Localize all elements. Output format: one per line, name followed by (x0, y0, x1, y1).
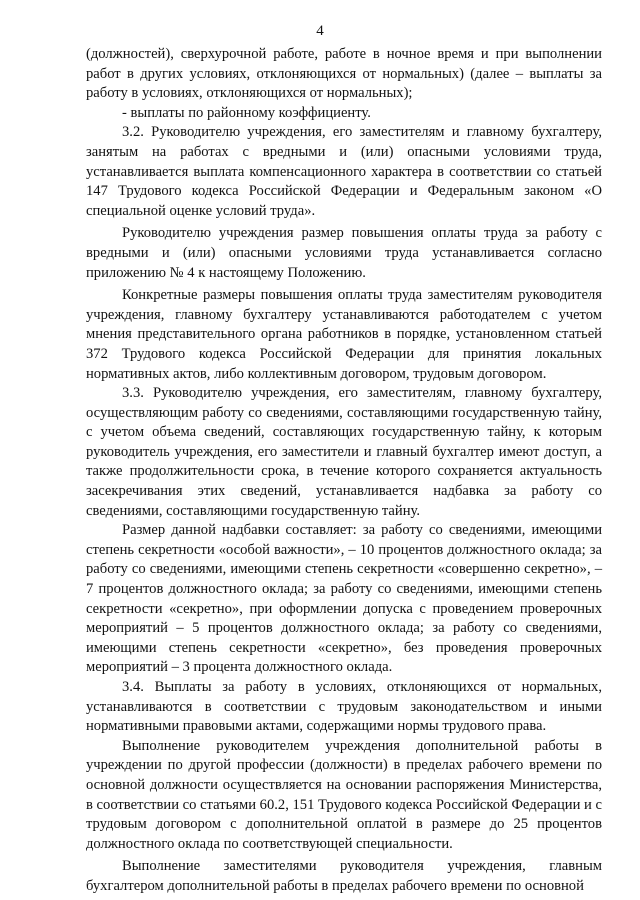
paragraph-section-3-3: 3.3. Руководителю учреждения, его заместителям, главному бухгалтеру, осуществляющим работу со сведениями, составляющими государственную тайну, с учетом объема сведений, составляющих государственную тайну, к которым руководитель учреждения, его заместители и главный бухгалтер имеют доступ, а также продолжительности срока, в течение которого сохраняется актуальность засекречивания этих сведений, устанавливается надбавка за работу со сведениями, составляющими государственную тайну. (86, 385, 602, 519)
paragraph-head-harmful-conditions: Руководителю учреждения размер повышения оплаты труда за работу с вредными и (или) опасными условиями труда устанавливается согласно приложению № 4 к настоящему Положению. (86, 225, 602, 281)
paragraph-specific-amounts: Конкретные размеры повышения оплаты труда заместителям руководителя учреждения, главному бухгалтеру устанавливаются работодателем с учетом мнения представительного органа работников в порядке, установленном статьей 372 Трудового кодекса Российской Федерации для принятия локальных нормативных актов, либо коллективным договором, трудовым договором. (86, 287, 602, 382)
paragraph-regional-coefficient: - выплаты по районному коэффициенту. (122, 104, 371, 121)
paragraph-section-3-2: 3.2. Руководителю учреждения, его заместителям и главному бухгалтеру, занятым на работах с вредными и (или) опасными условиями труда, устанавливается выплата компенсационного характера в соответствии со статьей 147 Трудового кодекса Российской Федерации и Федеральным законом «О специальной оценке условий труда». (86, 124, 602, 219)
paragraph-head-additional-work: Выполнение руководителем учреждения дополнительной работы в учреждении по другой профессии (должности) в пределах рабочего времени по основной должности осуществляется на основании распоряжения Министерства, в соответствии со статьями 60.2, 151 Трудового кодекса Российской Федерации и с трудовым договором с дополнительной оплатой в размере до 25 процентов должностного оклада по соответствующей специальности. (86, 737, 602, 852)
paragraph-allowance-size: Размер данной надбавки составляет: за работу со сведениями, имеющими степень секретности «особой важности», – 10 процентов должностного оклада; за работу со сведениями, имеющими степень секретности «совершенно секретно», – 7 процентов должностного оклада; за работу со сведениями, имеющими степень секретности «секретно», при оформлении допуска с проведением проверочных мероприятий – 5 процентов должностного оклада; за работу со сведениями, имеющими степень секретности «секретно», без проведения проверочных мероприятий – 3 процента должностного оклада. (86, 522, 602, 676)
page-number: 4 (316, 23, 324, 39)
document-body (86, 45, 602, 897)
paragraph-deputies-additional-work: Выполнение заместителями руководителя учреждения, главным бухгалтером дополнительной работы в пределах рабочего времени по основной (86, 858, 602, 894)
paragraph-section-3-4: 3.4. Выплаты за работу в условиях, отклоняющихся от нормальных, устанавливаются в соответствии с трудовым законодательством и иными нормативными правовыми актами, содержащими нормы трудового права. (86, 679, 602, 735)
paragraph-continuation: (должностей), сверхурочной работе, работе в ночное время и при выполнении работ в других условиях, отклоняющихся от нормальных) (далее – выплаты за работу в условиях, отклоняющихся от нормальных); (86, 46, 602, 102)
